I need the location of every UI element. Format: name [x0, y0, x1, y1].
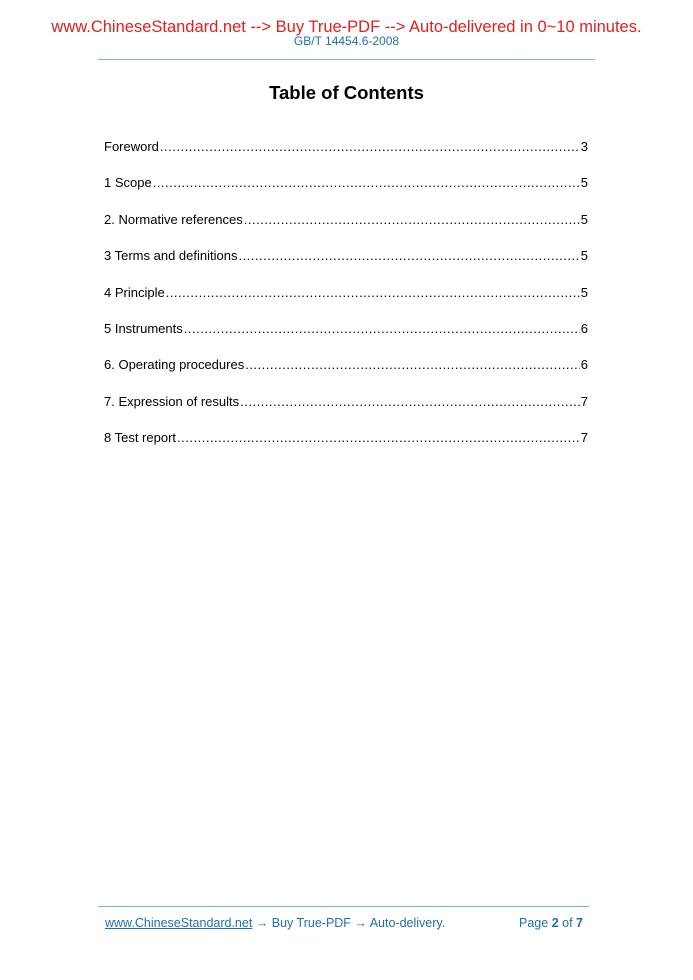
toc-dot-leader — [184, 320, 580, 338]
toc-entry-instruments[interactable] — [104, 320, 588, 356]
footer-tagline: → Buy True-PDF → Auto-delivery. — [252, 916, 446, 930]
page-number — [519, 916, 583, 930]
toc-entry-expression-of-results[interactable] — [104, 393, 588, 429]
toc-dot-leader — [238, 247, 579, 265]
page-label: Page — [519, 916, 549, 930]
document-code: GB/T 14454.6-2008 — [293, 34, 400, 48]
toc-entry-label: 3 Terms and definitions — [104, 248, 238, 264]
toc-entry-label: 2. Normative references — [104, 211, 243, 227]
toc-dot-leader — [177, 429, 580, 447]
toc-entry-foreword[interactable] — [104, 138, 588, 174]
toc-dot-leader — [160, 138, 580, 156]
toc-entry-label: 4 Principle — [104, 284, 165, 300]
toc-entry-operating-procedures[interactable] — [104, 356, 588, 392]
footer-site-link[interactable]: www.ChineseStandard.net — [105, 916, 253, 930]
toc-entry-label: 6. Operating procedures — [104, 357, 245, 373]
toc-entry-page: 6 — [580, 320, 588, 336]
toc-entry-page: 3 — [580, 139, 588, 154]
toc-entry-page: 5 — [580, 211, 588, 227]
page-current: 2 — [551, 916, 559, 930]
footer-divider — [98, 906, 589, 907]
toc-entry-label: 8 Test report — [104, 430, 177, 446]
header-divider — [98, 59, 595, 60]
page-of-label: of — [562, 916, 573, 930]
toc-entry-label: 7. Expression of results — [104, 393, 240, 409]
toc-entry-normative-references[interactable] — [104, 211, 588, 247]
toc-entry-page: 7 — [580, 430, 588, 446]
toc-entry-test-report[interactable] — [104, 429, 588, 465]
toc-dot-leader — [153, 174, 580, 192]
toc-dot-leader — [240, 393, 580, 411]
toc-entry-page: 5 — [580, 248, 588, 264]
toc-dot-leader — [166, 284, 580, 302]
toc-entry-page: 6 — [580, 357, 588, 373]
toc-entry-terms-and-definitions[interactable] — [104, 247, 588, 283]
toc-dot-leader — [244, 211, 580, 229]
toc-entry-scope[interactable] — [104, 174, 588, 210]
toc-entry-principle[interactable] — [104, 284, 588, 320]
footer-promo — [105, 916, 445, 930]
toc-entry-label: 5 Instruments — [104, 320, 183, 336]
toc-entry-page: 5 — [580, 284, 588, 300]
toc-dot-leader — [245, 356, 580, 374]
table-of-contents — [104, 138, 588, 466]
toc-entry-label: Foreword — [104, 139, 159, 154]
toc-entry-label: 1 Scope — [104, 175, 152, 191]
page-total: 7 — [576, 916, 583, 930]
toc-title: Table of Contents — [269, 82, 424, 103]
promo-banner-link[interactable]: www.ChineseStandard.net --> Buy True-PDF --> Auto-delivered in 0~10 minutes. — [51, 18, 642, 36]
toc-entry-page: 5 — [580, 175, 588, 191]
toc-entry-page: 7 — [580, 393, 588, 409]
